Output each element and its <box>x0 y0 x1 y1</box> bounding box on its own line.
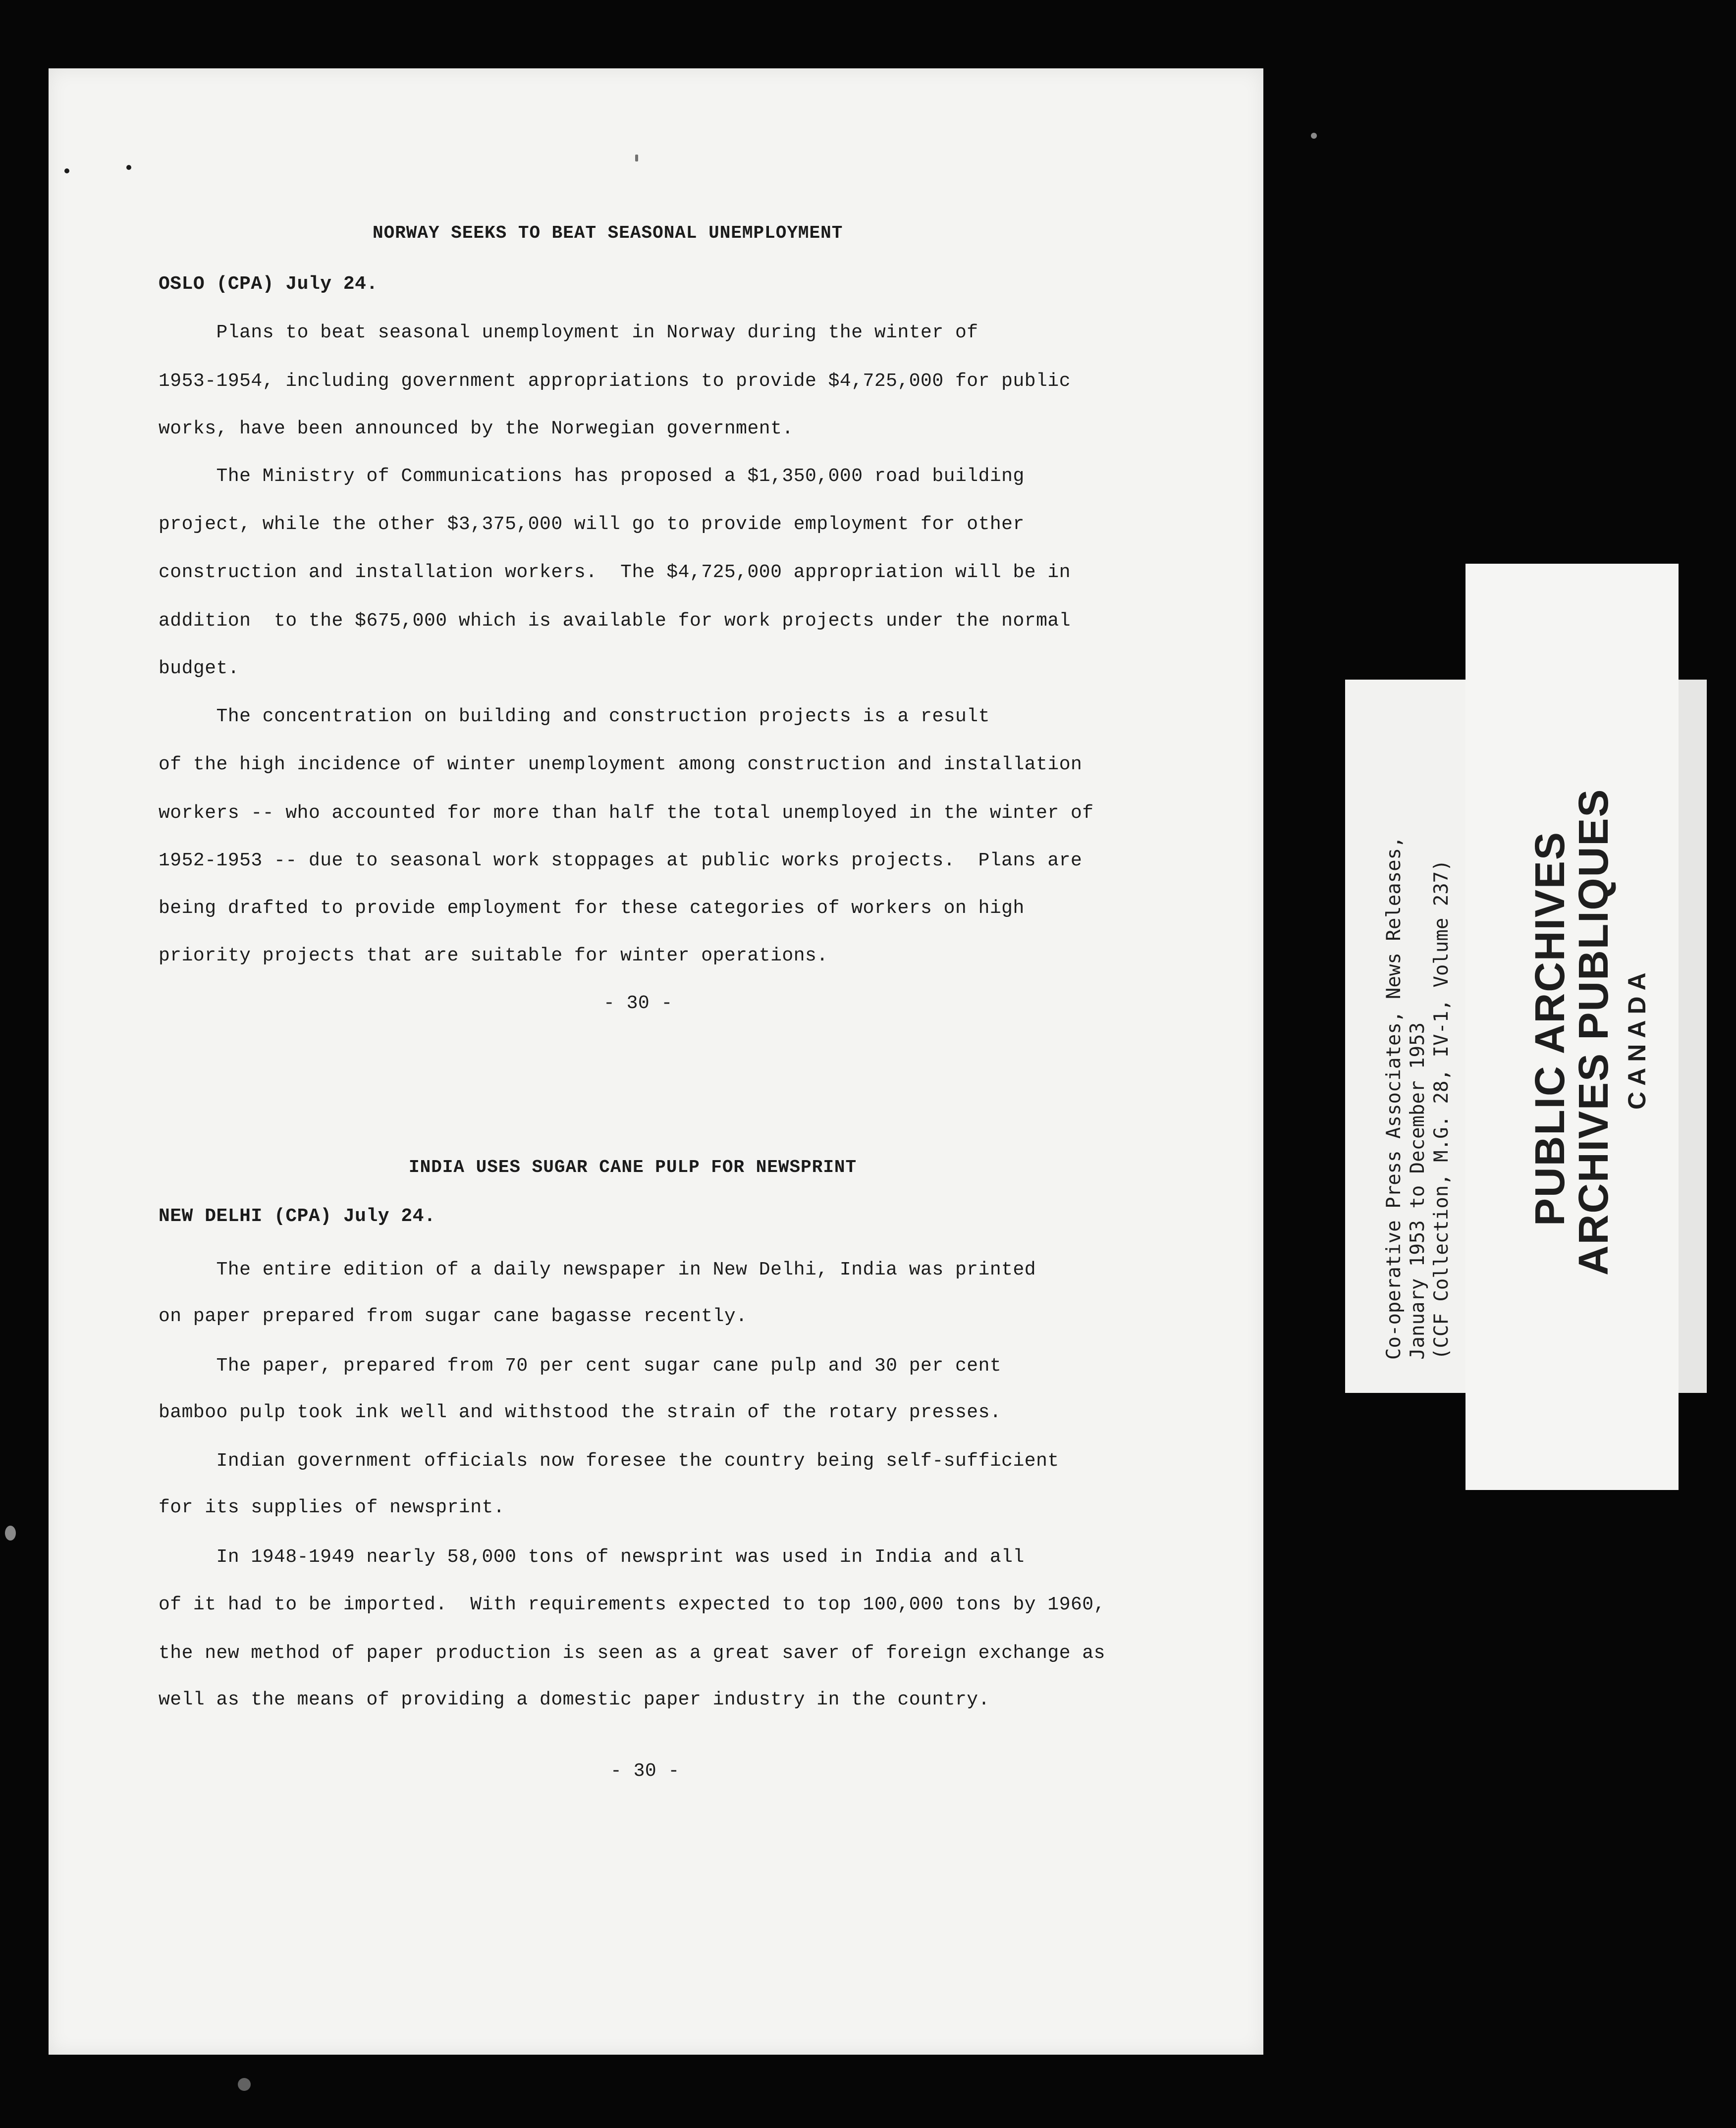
article2-line: on paper prepared from sugar cane bagasse recently. <box>159 1306 748 1327</box>
archive-card-shadow <box>1677 680 1707 1393</box>
article2-line: of it had to be imported. With requirements expected to top 100,000 tons by 1960, <box>159 1594 1105 1615</box>
article2-line: The entire edition of a daily newspaper in New Delhi, India was printed <box>159 1259 1036 1280</box>
article1-line: Plans to beat seasonal unemployment in Norway during the winter of <box>159 322 978 343</box>
article2-line: for its supplies of newsprint. <box>159 1497 505 1518</box>
article1-line: project, while the other $3,375,000 will go to provide employment for other <box>159 514 1025 535</box>
article1-headline: NORWAY SEEKS TO BEAT SEASONAL UNEMPLOYMENT <box>373 223 843 243</box>
archive-stamp-line-1: PUBLIC ARCHIVES <box>1526 831 1573 1226</box>
article1-line: construction and installation workers. The $4,725,000 appropriation will be in <box>159 562 1071 583</box>
citation-line-1: Co-operative Press Associates, News Releases, <box>1383 836 1405 1360</box>
citation-line-2: January 1953 to December 1953 <box>1407 1022 1429 1360</box>
article2-dateline: NEW DELHI (CPA) July 24. <box>159 1206 436 1227</box>
background-speck <box>5 1526 16 1541</box>
article1-line: priority projects that are suitable for winter operations. <box>159 945 828 966</box>
article2-line: well as the means of providing a domestic paper industry in the country. <box>159 1689 990 1710</box>
document-page <box>49 68 1263 2055</box>
article1-line: The concentration on building and construction projects is a result <box>159 706 990 727</box>
article1-dateline: OSLO (CPA) July 24. <box>159 273 378 295</box>
article2-line: bamboo pulp took ink well and withstood the strain of the rotary presses. <box>159 1402 1002 1423</box>
background-speck <box>238 2078 251 2091</box>
article1-line: workers -- who accounted for more than half the total unemployed in the winter of <box>159 802 1094 824</box>
citation-line-3: (CCF Collection, M.G. 28, IV-1, Volume 237) <box>1430 859 1453 1360</box>
article2-page-number: - 30 - <box>610 1760 680 1782</box>
article1-line: of the high incidence of winter unemployment among construction and installation <box>159 754 1083 775</box>
paper-speck <box>64 168 69 173</box>
article1-line: 1952-1953 -- due to seasonal work stoppages at public works projects. Plans are <box>159 850 1083 871</box>
article2-line: The paper, prepared from 70 per cent sugar cane pulp and 30 per cent <box>159 1355 1002 1377</box>
archive-stamp-line-2: ARCHIVES PUBLIQUES <box>1570 788 1617 1276</box>
article1-page-number: - 30 - <box>603 993 673 1014</box>
article1-line: budget. <box>159 658 240 679</box>
paper-speck <box>126 165 131 170</box>
paper-speck <box>635 155 638 161</box>
article1-line: being drafted to provide employment for these categories of workers on high <box>159 898 1025 919</box>
article2-line: the new method of paper production is seen as a great saver of foreign exchange as <box>159 1643 1105 1664</box>
article2-headline: INDIA USES SUGAR CANE PULP FOR NEWSPRINT <box>409 1157 857 1177</box>
background-speck <box>1311 133 1317 139</box>
article2-line: In 1948-1949 nearly 58,000 tons of newsprint was used in India and all <box>159 1546 1025 1568</box>
archive-stamp-line-3: CANADA <box>1623 966 1651 1110</box>
article1-line: addition to the $675,000 which is available for work projects under the normal <box>159 610 1071 632</box>
article1-line: The Ministry of Communications has proposed a $1,350,000 road building <box>159 466 1025 487</box>
article1-line: works, have been announced by the Norwegian government. <box>159 418 794 439</box>
article1-line: 1953-1954, including government appropriations to provide $4,725,000 for public <box>159 371 1071 392</box>
article2-line: Indian government officials now foresee the country being self-sufficient <box>159 1450 1059 1472</box>
